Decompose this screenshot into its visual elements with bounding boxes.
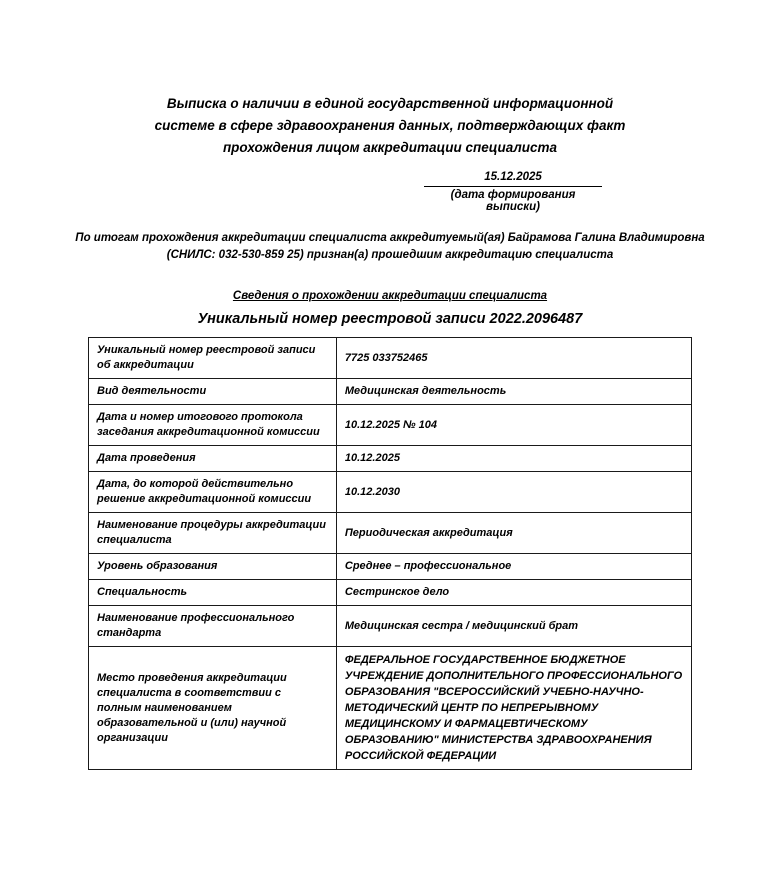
table-row — [89, 580, 692, 606]
field-label-cell: Уникальный номер реестровой записи об аккредитации — [89, 338, 337, 379]
field-value-cell: 10.12.2025 — [336, 446, 691, 472]
document-title-line: системе в сфере здравоохранения данных, подтверждающих факт — [154, 118, 626, 133]
field-label-cell: Дата, до которой действительно решение аккредитационной комиссии — [89, 472, 337, 513]
section-heading: Сведения о прохождении аккредитации специалиста — [232, 290, 548, 302]
table-row — [89, 446, 692, 472]
field-value-cell: Периодическая аккредитация — [336, 513, 691, 554]
document-title-line: прохождения лицом аккредитации специалиста — [222, 140, 558, 155]
registry-number-heading: Уникальный номер реестровой записи 2022.2096487 — [197, 311, 583, 327]
field-value-cell: ФЕДЕРАЛЬНОЕ ГОСУДАРСТВЕННОЕ БЮДЖЕТНОЕ УЧРЕЖДЕНИЕ ДОПОЛНИТЕЛЬНОГО ПРОФЕССИОНАЛЬНОГО ОБРАЗОВАНИЯ "ВСЕРОССИЙСКИЙ УЧЕБНО-НАУЧНО-МЕТОДИЧЕСКИЙ ЦЕНТР ПО НЕПРЕРЫВНОМУ МЕДИЦИНСКОМУ И ФАРМАЦЕВТИЧЕСКОМУ ОБРАЗОВАНИЮ" МИНИСТЕРСТВА ЗДРАВООХРАНЕНИЯ РОССИЙСКОЙ ФЕДЕРАЦИИ — [336, 647, 691, 770]
table-row — [89, 405, 692, 446]
field-label-cell: Вид деятельности — [89, 379, 337, 405]
intro-paragraph: По итогам прохождения аккредитации специалиста аккредитуемый(ая) Байрамова Галина Владимировна (СНИЛС: 032-530-859 25) признан(а) прошедшим аккредитацию специалиста — [75, 232, 705, 261]
table-row — [89, 606, 692, 647]
table-row — [89, 338, 692, 379]
field-label-cell: Уровень образования — [89, 554, 337, 580]
field-value-cell: 10.12.2025 № 104 — [336, 405, 691, 446]
field-value-cell: Сестринское дело — [336, 580, 691, 606]
field-label-cell: Специальность — [89, 580, 337, 606]
table-row — [89, 513, 692, 554]
table-row — [89, 647, 692, 770]
table-row — [89, 554, 692, 580]
document-title-line: Выписка о наличии в единой государственной информационной — [166, 96, 614, 111]
field-value-cell: Медицинская сестра / медицинский брат — [336, 606, 691, 647]
field-value-cell: Среднее – профессиональное — [336, 554, 691, 580]
table-row — [89, 472, 692, 513]
document-title — [90, 93, 690, 159]
extract-date-caption: (дата формирования выписки) — [450, 189, 576, 213]
field-value-cell: 7725 033752465 — [336, 338, 691, 379]
table-row — [89, 379, 692, 405]
field-label-cell: Дата и номер итогового протокола заседания аккредитационной комиссии — [89, 405, 337, 446]
accreditation-table — [88, 337, 692, 770]
field-label-cell: Дата проведения — [89, 446, 337, 472]
extract-date: 15.12.2025 — [424, 171, 602, 187]
field-label-cell: Наименование профессионального стандарта — [89, 606, 337, 647]
field-value-cell: 10.12.2030 — [336, 472, 691, 513]
field-label-cell: Наименование процедуры аккредитации специалиста — [89, 513, 337, 554]
field-label-cell: Место проведения аккредитации специалиста в соответствии с полным наименованием образовательной и (или) научной организации — [89, 647, 337, 770]
extract-date-block — [424, 171, 602, 213]
field-value-cell: Медицинская деятельность — [336, 379, 691, 405]
